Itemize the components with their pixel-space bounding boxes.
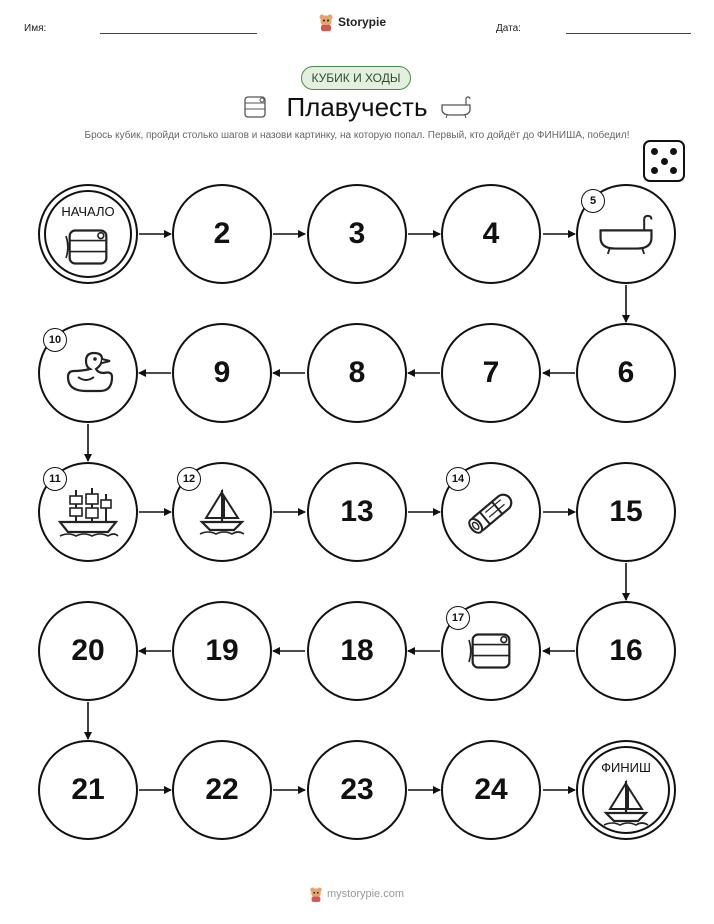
brand-name: Storypie xyxy=(338,15,387,29)
cell-number: 21 xyxy=(71,773,105,806)
board-cell-2 xyxy=(172,184,272,284)
cell-number: 3 xyxy=(348,217,366,250)
cell-number: 16 xyxy=(609,634,643,667)
log-raft-icon xyxy=(463,487,519,537)
page-title: Плавучесть xyxy=(286,92,428,122)
start-cell xyxy=(38,184,138,284)
board-cell-23 xyxy=(307,740,407,840)
board-cell-6 xyxy=(576,323,676,423)
cell-number: 6 xyxy=(617,356,635,389)
start-label: НАЧАЛО xyxy=(61,204,115,219)
board-cell-13 xyxy=(307,462,407,562)
cell-number: 2 xyxy=(213,217,231,250)
date-label: Дата: xyxy=(496,23,521,34)
cell-number: 18 xyxy=(340,634,374,667)
board-cell-10 xyxy=(38,323,138,423)
board-cell-17 xyxy=(441,601,541,701)
board-cell-18 xyxy=(307,601,407,701)
finish-label: ФИНИШ xyxy=(601,760,651,775)
board-cell-4 xyxy=(441,184,541,284)
cell-number-badge: 12 xyxy=(177,467,201,491)
cell-number: 20 xyxy=(71,634,105,667)
cell-number-badge: 11 xyxy=(43,467,67,491)
board-cell-20 xyxy=(38,601,138,701)
board-cell-11 xyxy=(38,462,138,562)
cell-number: 7 xyxy=(482,356,500,389)
cell-number-badge: 14 xyxy=(446,467,470,491)
board-cell-14 xyxy=(441,462,541,562)
bear-mascot-icon xyxy=(309,886,323,902)
cell-number: 24 xyxy=(474,773,508,806)
board-cell-22 xyxy=(172,740,272,840)
board-cell-19 xyxy=(172,601,272,701)
board-cell-16 xyxy=(576,601,676,701)
cell-number: 23 xyxy=(340,773,374,806)
instructions: Брось кубик, пройди столько шагов и назови картинку, на которую попал. Первый, кто дойдёт до ФИНИША, победил! xyxy=(84,130,630,141)
bathtub-icon xyxy=(595,214,657,254)
cell-number: 4 xyxy=(482,217,500,250)
board-cell-8 xyxy=(307,323,407,423)
armband-float-icon xyxy=(64,225,112,269)
armband-float-icon xyxy=(467,629,515,673)
footer-site: mystorypie.com xyxy=(327,888,405,900)
cell-number: 13 xyxy=(340,495,374,528)
cell-number-badge: 5 xyxy=(581,189,605,213)
game-type-badge: КУБИК И ХОДЫ xyxy=(301,66,411,90)
cell-number: 9 xyxy=(213,356,231,389)
footer xyxy=(309,884,404,904)
board-cell-24 xyxy=(441,740,541,840)
board-cell-5 xyxy=(576,184,676,284)
board-cell-15 xyxy=(576,462,676,562)
board-cell-21 xyxy=(38,740,138,840)
name-label: Имя: xyxy=(24,23,47,34)
cell-number-badge: 10 xyxy=(43,328,67,352)
sailboat-icon xyxy=(198,486,246,538)
finish-cell xyxy=(576,740,676,840)
cell-number: 15 xyxy=(609,495,643,528)
board-cell-12 xyxy=(172,462,272,562)
board-cell-7 xyxy=(441,323,541,423)
board-cell-3 xyxy=(307,184,407,284)
cell-number: 22 xyxy=(205,773,239,806)
cell-number: 19 xyxy=(205,634,239,667)
sailboat-icon xyxy=(602,777,650,829)
board-cell-9 xyxy=(172,323,272,423)
rubber-duck-icon xyxy=(62,351,114,395)
sailing-ship-icon xyxy=(56,486,120,538)
cell-number: 8 xyxy=(348,356,366,389)
cell-number-badge: 17 xyxy=(446,606,470,630)
